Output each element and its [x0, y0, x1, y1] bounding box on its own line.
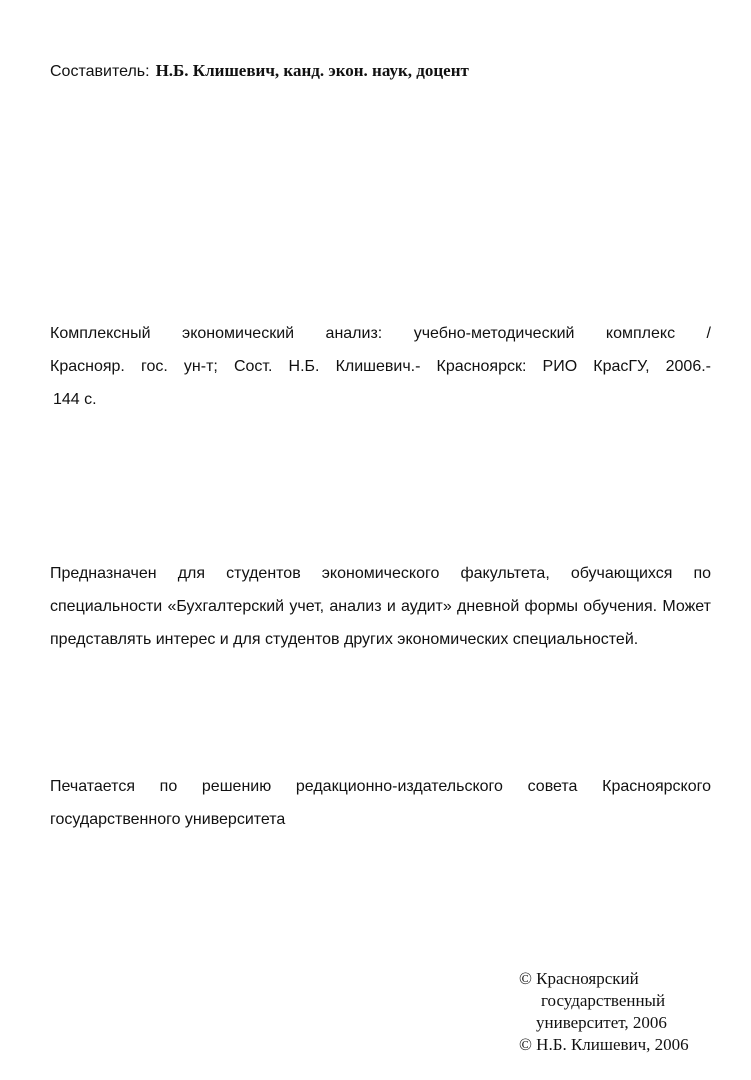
publication-note: Печатается по решению редакционно-издательского совета Красноярского государственного университета — [50, 778, 711, 828]
bibliographic-line-2: Краснояр. гос. ун-т; Сост. Н.Б. Клишевич.- Красноярск: РИО КрасГУ, 2006.- — [50, 358, 711, 375]
copyright-line-4: © Н.Б. Клишевич, 2006 — [519, 1035, 689, 1054]
purpose-paragraph: Предназначен для студентов экономического факультета, обучающихся по специальности «Бухгалтерский учет, анализ и аудит» дневной формы обучения. Может представлять интерес и для студентов других экономических специальностей. — [50, 565, 711, 648]
bibliographic-description — [50, 317, 711, 416]
compiler-name: Н.Б. Клишевич, канд. экон. наук, доцент — [155, 61, 469, 80]
copyright-line-2: государственный — [541, 991, 666, 1010]
bibliographic-line-3: 144 с. — [53, 391, 97, 408]
copyright-line-1: © Красноярский — [519, 969, 639, 988]
bibliographic-line-1: Комплексный экономический анализ: учебно-методический комплекс / — [50, 325, 711, 342]
copyright-line-3: университет, 2006 — [536, 1013, 667, 1032]
compiler-label: Составитель: — [50, 63, 150, 80]
copyright-block — [519, 968, 719, 1056]
compiler-line — [50, 61, 469, 82]
